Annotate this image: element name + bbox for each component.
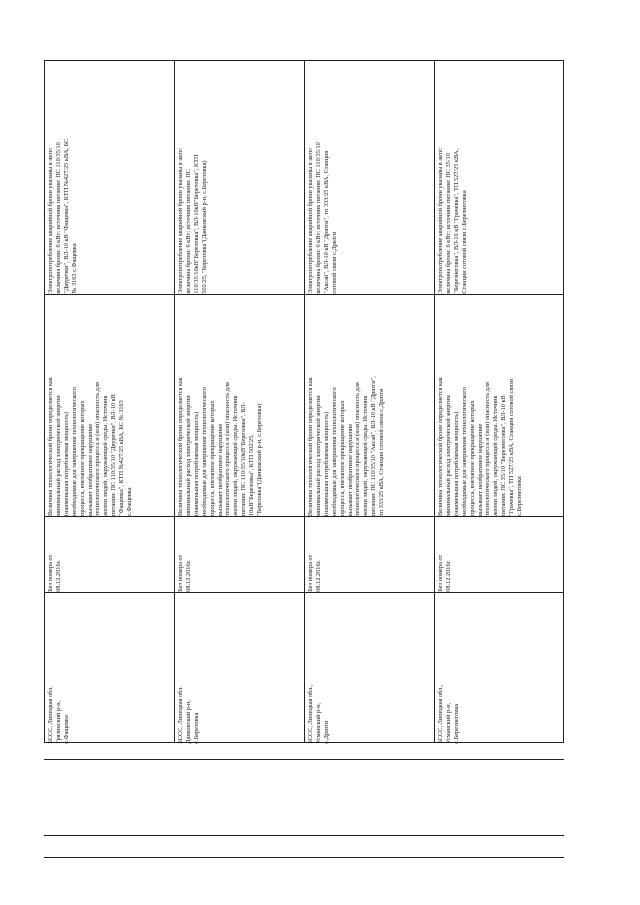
cell-emergency: [45, 61, 174, 294]
cell-text: БССС, Липецкая обл., Усманский р-н, с.Дрязги: [307, 684, 330, 744]
cell-tech: [305, 294, 434, 516]
rule-2: [44, 835, 564, 836]
cell-text: Без номера от 08.12.2016г.: [47, 554, 62, 592]
cell-location: [45, 592, 174, 744]
cell-location: [435, 592, 564, 744]
cell-number: [45, 516, 174, 592]
cell-emergency: [305, 61, 434, 294]
cell-text: Электропотребление аварийной брони указаны в акте: величина брони: 6 кВт; источник питания: ПС 110/35/10 "Аксай", ВЛ-10 кВ "Дрязги", тп 333/25 кВА, Станция сотовой связи с.Дрязги: [307, 142, 338, 294]
rule-1: [44, 759, 564, 760]
cell-text: Без номера от 08.12.2016г.: [307, 554, 322, 592]
cell-location: [175, 592, 304, 744]
cell-text: Электропотребление аварийной брони указаны в акте: величина брони: 6 кВт; источник питания: ПС 110/35/10 "Двуречки", ВЛ-10 кВ "Фащевка", КТП №427/25 кВА, БС № 3163 с.Фащевка: [47, 139, 78, 294]
cell-text: Величина технологической брони определяется как минимальный расход электрической энергии (наименьшая потребляемая мощность) необходимые для завершения технологического процесса, внезапное прекращение которых вызывает необратимое нарушение технологического процесса и (или) опасность для жизни людей, окружающей среды. Источник питания: ПС 110/35/10 "Аксай", ВЛ-10 кВ "Дрязги", тп 333/25 кВА, Станция сотовой связи с.Дрязги: [307, 376, 386, 516]
cell-emergency: [175, 61, 304, 294]
cell-tech: [175, 294, 304, 516]
cell-tech: [45, 294, 174, 516]
cell-number: [435, 516, 564, 592]
cell-number: [305, 516, 434, 592]
cell-text: БССС, Липецкая обл. Данковский р-н, с.Березовка: [177, 686, 200, 744]
cell-text: Электропотребление аварийной брони указаны в акте: величина брони: 6 кВт; источник питания: ПС 110/35/10кВ"Березовка", ВЛ-10кВ"Березовка", КТП 502/25, "Березовка"(Данковский р-н, с.Березовка): [177, 147, 208, 294]
cell-text: БССС, Липецкая обл. Грязинский р-н, с.Фащевка: [47, 686, 70, 744]
cell-location: [305, 592, 434, 744]
cell-text: Без номера от 08.12.2016г.: [437, 554, 452, 592]
cell-text: Величина технологической брони определяется как минимальный расход электрической энергии (наименьшая потребляемая мощность) необходимые для завершения технологического процесса, внезапное прекращение которых вызывает необратимое нарушение технологического процесса и (или) опасность для жизни людей, окружающей среды. Источник питания: ПС 110/35/10 "Двуречки", ВЛ-10 кВ "Фащевка", КТП №427/25 кВА, БС № 3163 с.Фащевка: [47, 377, 134, 516]
rotated-table: [44, 60, 564, 743]
cell-number: [175, 516, 304, 592]
cell-tech: [435, 294, 564, 516]
cell-emergency: [435, 61, 564, 294]
cell-text: БССС, Липецкая обл., Усманский р-н, с.Березнеговка: [437, 684, 460, 744]
cell-text: Электропотребление аварийной брони указаны в акте: величина брони: 6 кВт; источник питания: ПС 35/10 "Березнеговка", ВЛ-10 кВ "Грачевка", ТП 527/25 кВА, Станции сотовой связи с.Березнеговка: [437, 147, 468, 294]
cell-text: Величина технологической брони определяется как минимальный расход электрической энергии (наименьшая потребляемая мощность) необходимые для завершения технологического процесса, внезапное прекращение которых вызывает необратимое нарушение технологического процесса и (или) опасность для жизни людей, окружающей среды. Источник питания: ПС 110/35/10кВ"Березовка", ВЛ- 10кВ"Березовка", КТП 502/25, "Березовка"(Данковский р-н, с.Березовка): [177, 377, 264, 516]
cell-text: Величина технологической брони определяется как минимальный расход электрической энергии (наименьшая потребляемая мощность) необходимые для завершения технологического процесса, внезапное прекращение которых вызывает необратимое нарушение технологического процесса и (или) опасность для жизни людей, окружающей среды. Источник питания: ПС 35/10 "Березнеговка", ВЛ-10 кВ "Грачевка", ТП 527/25 кВА, Станция сотовой связи с.Березнеговка: [437, 377, 524, 516]
cell-text: Без номера от 08.12.2016г.: [177, 554, 192, 592]
rule-3: [44, 857, 564, 858]
